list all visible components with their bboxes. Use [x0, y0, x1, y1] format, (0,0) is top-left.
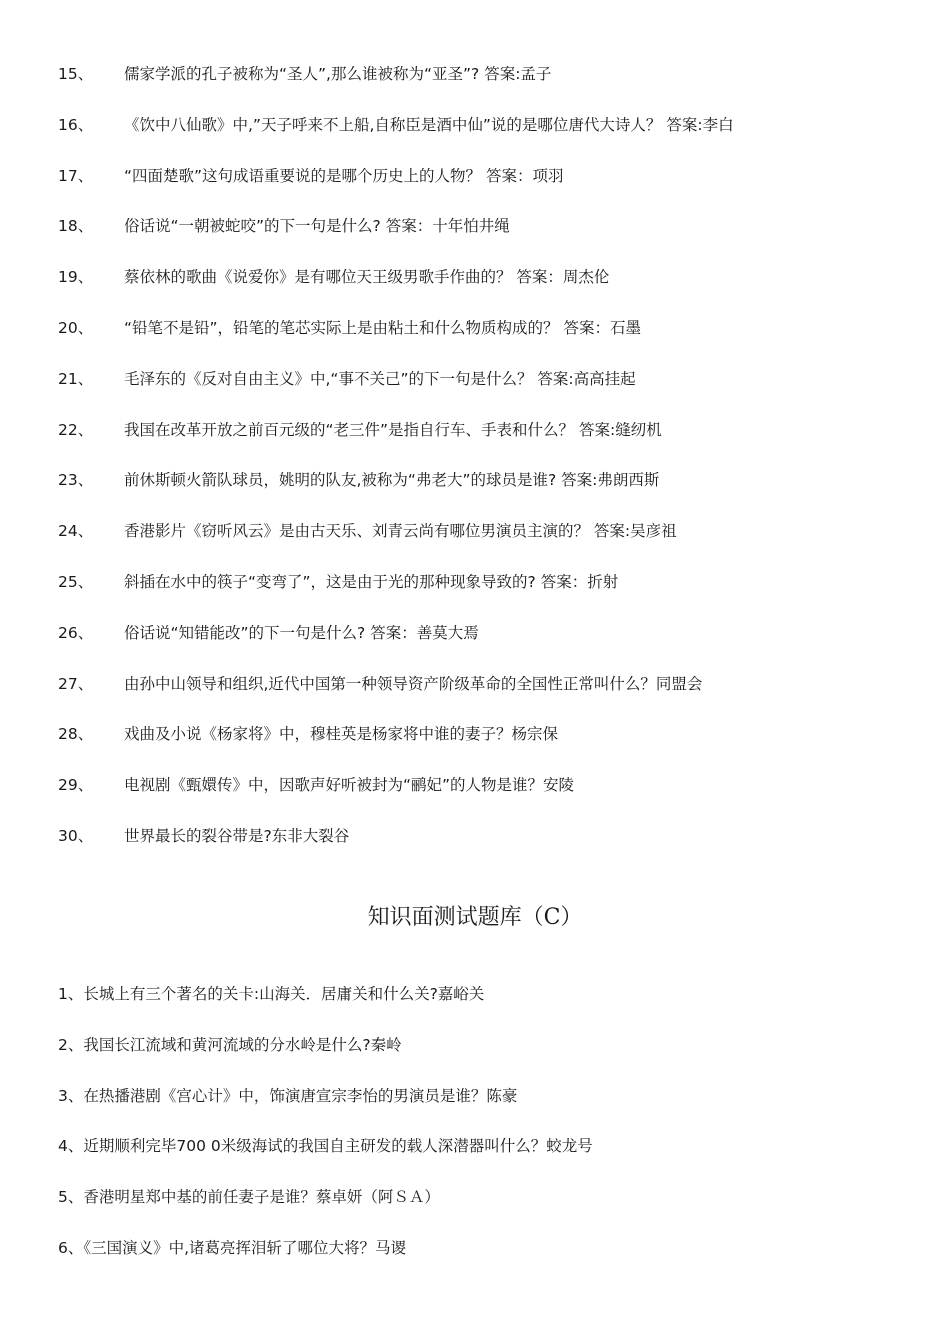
item-number: 23、 — [58, 471, 94, 490]
item-text: 由孙中山领导和组织,近代中国第一种领导资产阶级革命的全国性正常叫什么？同盟会 — [124, 674, 703, 693]
item-text: 戏曲及小说《杨家将》中，穆桂英是杨家将中谁的妻子？杨宗保 — [124, 725, 559, 744]
question-list-a — [58, 60, 928, 873]
item-number: 25、 — [58, 572, 94, 591]
item-text: 俗话说“一朝被蛇咬”的下一句是什么? 答案：十年怕井绳 — [124, 217, 510, 236]
list-item — [58, 720, 928, 771]
item-text: “铅笔不是铅”，铅笔的笔芯实际上是由粘土和什么物质构成的？ 答案：石墨 — [124, 318, 641, 337]
list-item — [58, 111, 928, 162]
item-text: 前休斯顿火箭队球员，姚明的队友,被称为“弗老大”的球员是谁? 答案:弗朗西斯 — [124, 471, 660, 490]
list-item — [58, 416, 928, 467]
item-text: 电视剧《甄嬛传》中，因歌声好听被封为“鹂妃”的人物是谁？安陵 — [124, 776, 575, 795]
item-number: 17、 — [58, 166, 94, 185]
item-text: 世界最长的裂谷带是?东非大裂谷 — [124, 826, 350, 845]
item-text: 俗话说“知错能改”的下一句是什么? 答案：善莫大焉 — [124, 623, 479, 642]
list-item — [58, 60, 928, 111]
list-item — [58, 619, 928, 670]
item-number: 15、 — [58, 65, 94, 83]
list-item: 2、我国长江流域和黄河流域的分水岭是什么?秦岭 — [58, 1035, 402, 1054]
item-text: 香港影片《窃听风云》是由古天乐、刘青云尚有哪位男演员主演的？ 答案:吴彦祖 — [124, 522, 677, 541]
list-item — [58, 212, 928, 263]
item-number: 26、 — [58, 623, 94, 642]
item-number: 28、 — [58, 725, 94, 744]
list-item — [58, 466, 928, 517]
item-text: 《饮中八仙歌》中,”天子呼来不上船,自称臣是酒中仙”说的是哪位唐代大诗人？ 答案:李白 — [124, 115, 734, 134]
list-item — [58, 314, 928, 365]
list-item — [58, 670, 928, 721]
item-text: 儒家学派的孔子被称为“圣人”,那么谁被称为“亚圣”? 答案:孟子 — [124, 65, 552, 83]
question-list-b — [58, 980, 928, 1285]
list-item: 6、《三国演义》中,诸葛亮挥泪斩了哪位大将？马谡 — [58, 1238, 407, 1257]
item-number: 27、 — [58, 674, 94, 693]
list-item — [58, 822, 928, 873]
item-number: 19、 — [58, 268, 94, 287]
list-item — [58, 263, 928, 314]
item-text: “四面楚歌”这句成语重要说的是哪个历史上的人物？ 答案：项羽 — [124, 166, 564, 185]
section-title: 知识面测试题库（C） — [367, 905, 583, 930]
item-number: 29、 — [58, 776, 94, 795]
item-number: 18、 — [58, 217, 94, 236]
item-text: 蔡依林的歌曲《说爱你》是有哪位天王级男歌手作曲的？ 答案：周杰伦 — [124, 268, 610, 287]
list-item: 3、在热播港剧《宫心计》中，饰演唐宣宗李怡的男演员是谁？陈豪 — [58, 1086, 518, 1105]
item-text: 毛泽东的《反对自由主义》中,“事不关己”的下一句是什么？ 答案:高高挂起 — [124, 369, 636, 388]
item-number: 22、 — [58, 420, 94, 439]
item-number: 16、 — [58, 115, 94, 134]
list-item — [58, 162, 928, 213]
list-item: 1、长城上有三个著名的关卡:山海关．居庸关和什么关?嘉峪关 — [58, 985, 485, 1003]
item-number: 20、 — [58, 318, 94, 337]
item-number: 21、 — [58, 369, 94, 388]
list-item — [58, 568, 928, 619]
list-item — [58, 365, 928, 416]
item-text: 斜插在水中的筷子“变弯了”，这是由于光的那种现象导致的? 答案：折射 — [124, 572, 619, 591]
list-item: 4、近期顺利完毕700 0米级海试的我国自主研发的载人深潜器叫什么？蛟龙号 — [58, 1137, 593, 1156]
item-text: 我国在改革开放之前百元级的“老三件”是指自行车、手表和什么？ 答案:缝纫机 — [124, 420, 662, 439]
list-item — [58, 517, 928, 568]
list-item: 5、香港明星郑中基的前任妻子是谁？蔡卓妍（阿ＳＡ） — [58, 1188, 440, 1207]
item-number: 24、 — [58, 522, 94, 541]
list-item — [58, 771, 928, 822]
item-number: 30、 — [58, 826, 94, 845]
